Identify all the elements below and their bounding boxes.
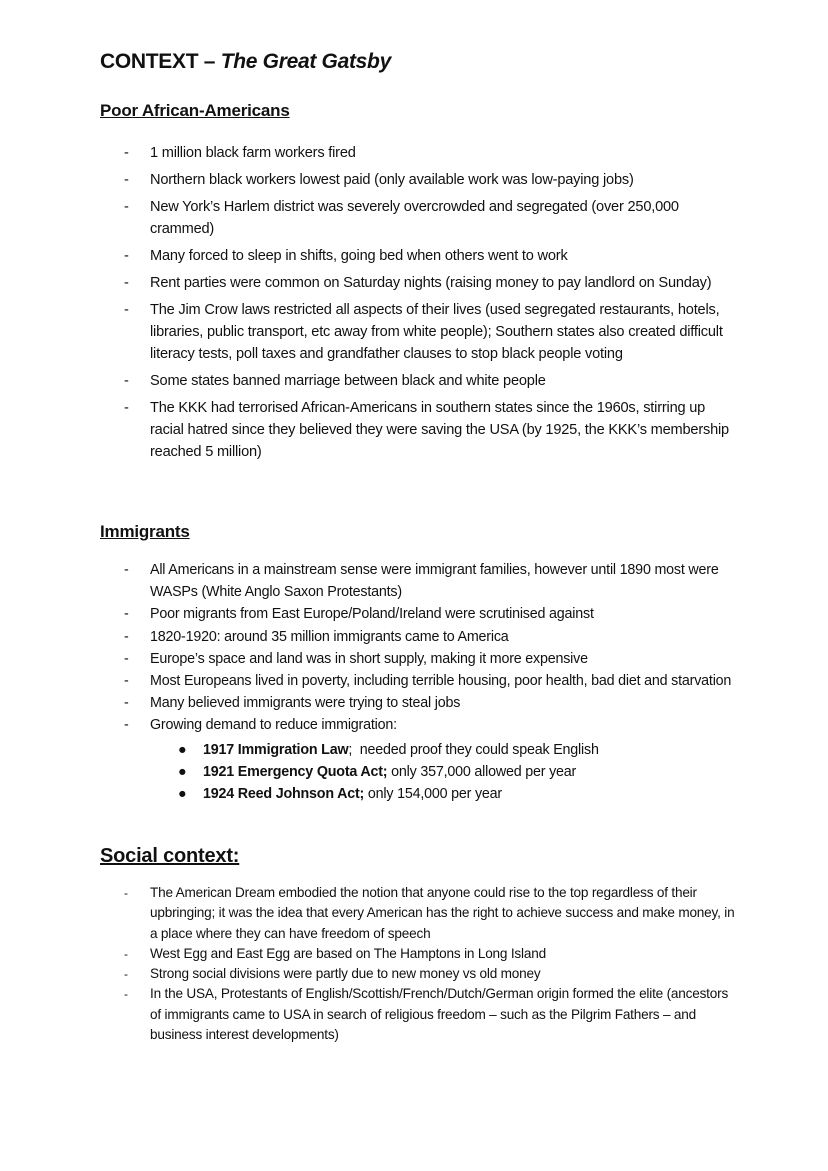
dot-bullet: ● <box>178 786 187 803</box>
social-context-list <box>100 883 740 1045</box>
dash-bullet: - <box>124 373 129 389</box>
list-item: - West Egg and East Egg are based on The Hamptons in Long Island <box>100 944 740 964</box>
list-item: - Many forced to sleep in shifts, going bed when others went to work <box>100 245 740 267</box>
dash-bullet: - <box>124 628 129 645</box>
document-title <box>100 50 391 74</box>
immigrants-list <box>100 559 740 805</box>
list-item: - In the USA, Protestants of English/Scottish/French/Dutch/German origin formed the elite (ancestors of immigrants came to USA in search of religious freedom – such as the Pilgrim Fathers – and business interest developments) <box>124 986 729 1043</box>
section-heading-social-context: Social context: <box>100 845 240 867</box>
dash-bullet: - <box>124 400 129 416</box>
dash-bullet: - <box>124 562 129 578</box>
dash-bullet: - <box>124 248 129 264</box>
immigration-acts-list <box>150 739 740 806</box>
dash-bullet: - <box>124 987 128 1002</box>
dash-bullet: - <box>124 145 129 161</box>
section-heading-african-americans: Poor African-Americans <box>100 101 290 120</box>
dash-bullet: - <box>124 172 129 188</box>
list-item: - Northern black workers lowest paid (only available work was low-paying jobs) <box>100 169 740 191</box>
list-item: - The Jim Crow laws restricted all aspects of their lives (used segregated restaurants, hotels, libraries, public transport, etc away from white people); Southern states also created difficult literacy tests, poll taxes and grandfather clauses to stop black people voting <box>100 299 740 365</box>
list-item: - Growing demand to reduce immigration: ● 1917 Immigration Law; needed proof they could speak English ● 1921 Emergency Quota Act; only 357,000 allowed per year ● 1924 Reed Johnson Act; only 154,000 per year <box>100 714 740 805</box>
list-item: - The KKK had terrorised African-Americans in southern states since the 1960s, stirring up racial hatred since they believed they were saving the USA (by 1925, the KKK’s membership reached 5 million) <box>100 397 740 463</box>
sub-list-item: ● 1924 Reed Johnson Act; only 154,000 per year <box>150 783 740 805</box>
dash-bullet: - <box>124 199 129 215</box>
list-item: - 1820-1920: around 35 million immigrants came to America <box>100 626 740 648</box>
dash-bullet: - <box>124 695 129 712</box>
list-item: - The American Dream embodied the notion that anyone could rise to the top regardless of their upbringing; it was the idea that every American has the right to achieve success and make money, in a place where they can have freedom of speech <box>124 885 735 941</box>
sub-list-item: ● 1921 Emergency Quota Act; only 357,000 allowed per year <box>150 761 740 783</box>
dash-bullet: - <box>124 673 129 690</box>
dash-bullet: - <box>124 967 128 982</box>
list-item: - All Americans in a mainstream sense were immigrant families, however until 1890 most were WASPs (White Anglo Saxon Protestants) <box>100 559 740 603</box>
list-item: - 1 million black farm workers fired <box>100 142 740 164</box>
list-item: - Rent parties were common on Saturday nights (raising money to pay landlord on Sunday) <box>100 272 740 294</box>
list-item: - Europe’s space and land was in short supply, making it more expensive <box>100 648 740 670</box>
list-item: - Most Europeans lived in poverty, including terrible housing, poor health, bad diet and starvation <box>100 670 740 692</box>
list-item: - Some states banned marriage between black and white people <box>100 370 740 392</box>
dash-bullet: - <box>124 275 129 291</box>
list-item: - Strong social divisions were partly due to new money vs old money <box>100 964 740 984</box>
section-heading-immigrants: Immigrants <box>100 522 190 541</box>
dash-bullet: - <box>124 302 129 318</box>
dot-bullet: ● <box>178 741 187 758</box>
dash-bullet: - <box>124 886 128 900</box>
list-item: - Poor migrants from East Europe/Poland/Ireland were scrutinised against <box>100 603 740 625</box>
dash-bullet: - <box>124 650 129 667</box>
title-main: CONTEXT – <box>100 50 221 73</box>
sub-list-item: ● 1917 Immigration Law; needed proof they could speak English <box>150 739 740 761</box>
dot-bullet: ● <box>178 763 187 780</box>
list-item: - Many believed immigrants were trying to steal jobs <box>100 692 740 714</box>
dash-bullet: - <box>124 717 129 734</box>
african-americans-list <box>100 142 740 468</box>
dash-bullet: - <box>124 946 128 961</box>
title-book: The Great Gatsby <box>220 50 391 73</box>
dash-bullet: - <box>124 606 129 623</box>
list-item: - New York’s Harlem district was severely overcrowded and segregated (over 250,000 crammed) <box>100 196 740 240</box>
